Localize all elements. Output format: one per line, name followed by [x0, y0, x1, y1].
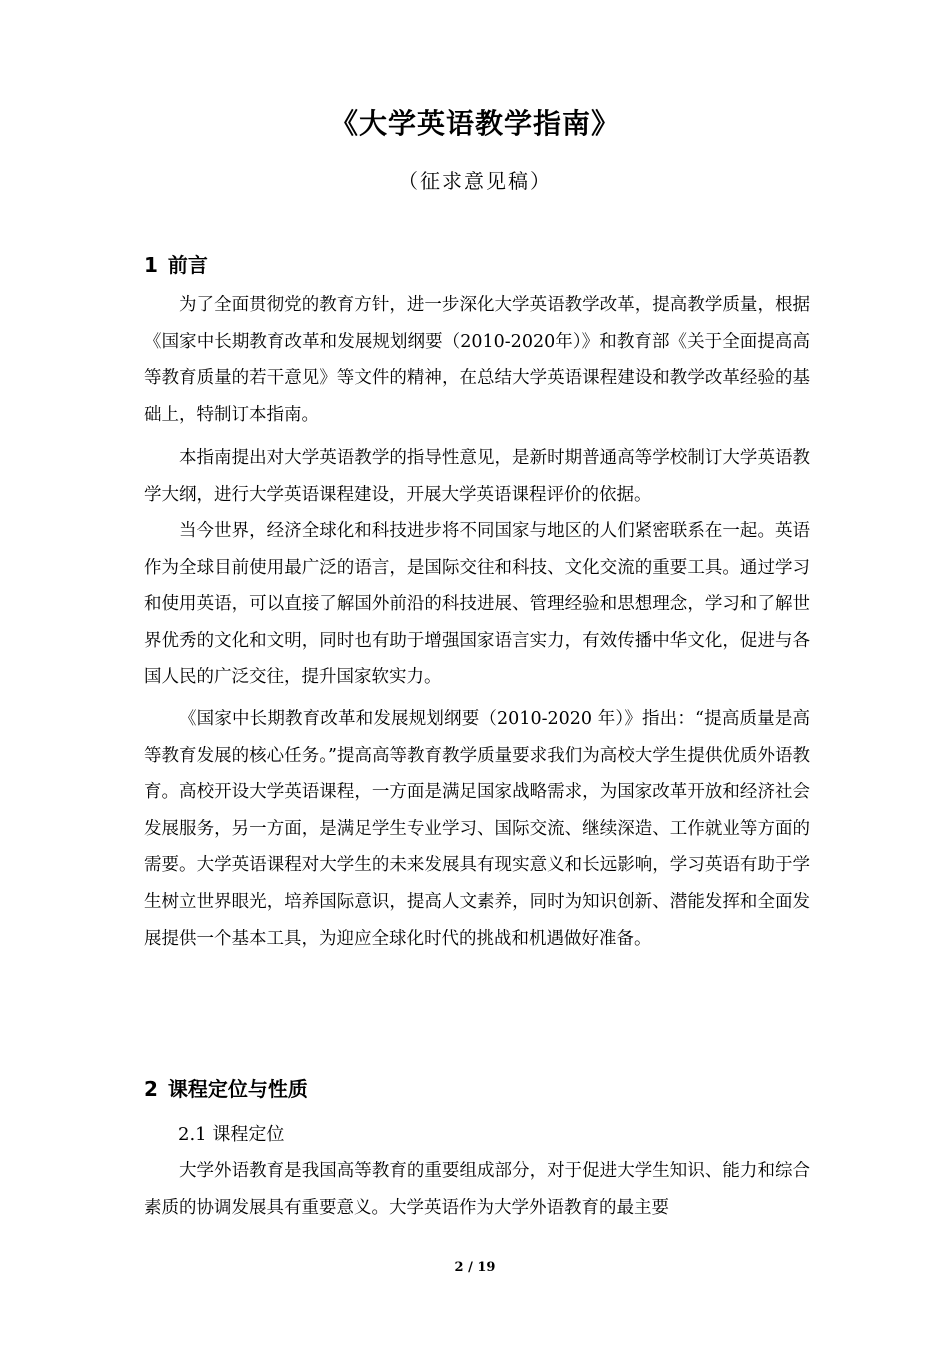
section-number: 2 — [144, 1077, 158, 1101]
paragraph: 大学外语教育是我国高等教育的重要组成部分，对于促进大学生知识、能力和综合素质的协调发展具有重要意义。大学英语作为大学外语教育的最主要 — [144, 1161, 810, 1218]
document-subtitle: （征求意见稿） — [398, 169, 552, 193]
section-heading — [144, 250, 208, 280]
subsection-title: 课程定位 — [212, 1124, 285, 1145]
paragraph: 当今世界，经济全球化和科技进步将不同国家与地区的人们紧密联系在一起。英语作为全球目前使用最广泛的语言，是国际交往和科技、文化交流的重要工具。通过学习和使用英语，可以直接了解国外前沿的科技进展、管理经验和思想理念，学习和了解世界优秀的文化和文明，同时也有助于增强国家语言实力，有效传播中华文化，促进与各国人民的广泛交往，提升国家软实力。 — [144, 521, 810, 688]
section-heading — [144, 1074, 308, 1104]
paragraph: 《国家中长期教育改革和发展规划纲要（2010-2020 年）》指出：“提高质量是高等教育发展的核心任务。”提高高等教育教学质量要求我们为高校大学生提供优质外语教育。高校开设大学英语课程，一方面是满足国家战略需求，为国家改革开放和经济社会发展服务，另一方面，是满足学生专业学习、国际交流、继续深造、工作就业等方面的需要。大学英语课程对大学生的未来发展具有现实意义和长远影响，学习英语有助于学生树立世界眼光，培养国际意识，提高人文素养，同时为知识创新、潜能发挥和全面发展提供一个基本工具，为迎应全球化时代的挑战和机遇做好准备。 — [144, 709, 810, 949]
paragraph: 本指南提出对大学英语教学的指导性意见，是新时期普通高等学校制订大学英语教学大纲，进行大学英语课程建设，开展大学英语课程评价的依据。 — [144, 448, 810, 505]
section-number: 1 — [144, 253, 158, 277]
subsection-number: 2.1 — [178, 1124, 207, 1145]
paragraph: 为了全面贯彻党的教育方针，进一步深化大学英语教学改革，提高教学质量，根据《国家中长期教育改革和发展规划纲要（2010-2020年）》和教育部《关于全面提高高等教育质量的若干意见》等文件的精神，在总结大学英语课程建设和教学改革经验的基础上，特制订本指南。 — [144, 295, 810, 425]
page-number: 2 / 19 — [454, 1260, 496, 1275]
section-title: 前言 — [167, 253, 208, 277]
section-title: 课程定位与性质 — [167, 1077, 308, 1101]
subsection-heading — [178, 1120, 284, 1150]
document-title: 《大学英语教学指南》 — [329, 107, 620, 140]
